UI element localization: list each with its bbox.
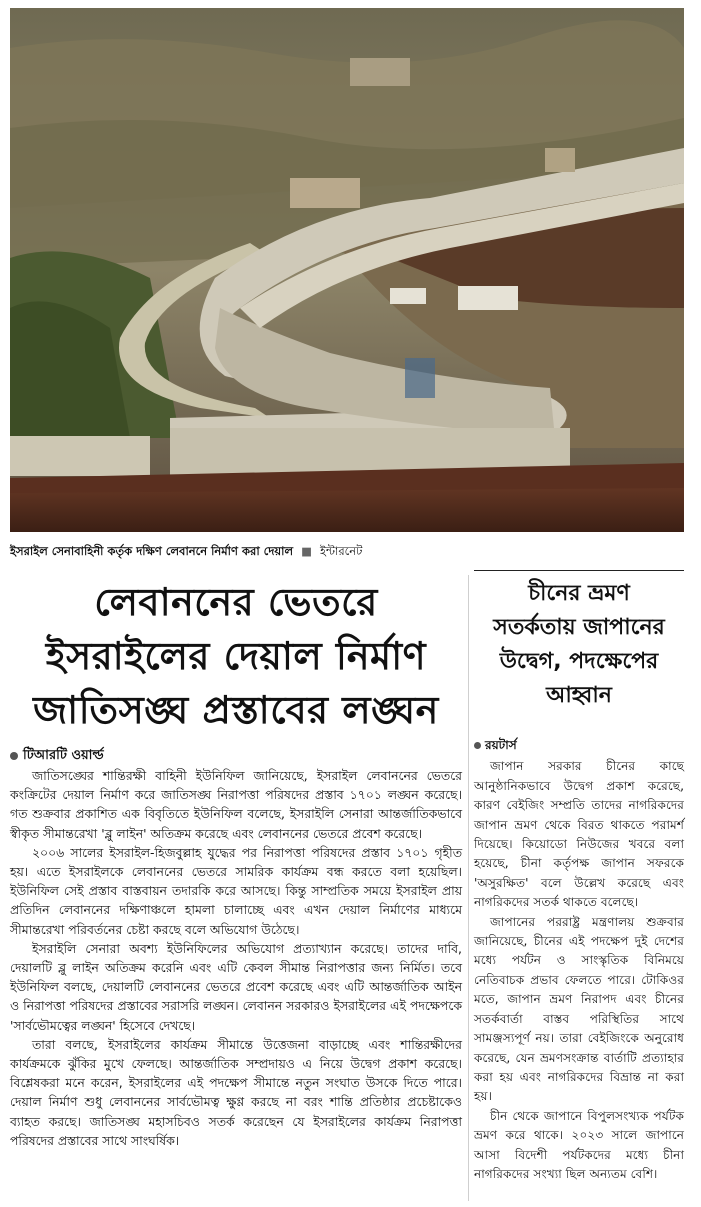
- headline-line: সতর্কতায় জাপানের: [493, 615, 665, 640]
- border-wall-landscape-photo-icon: [10, 8, 684, 532]
- right-column-top-rule: [474, 570, 684, 571]
- paragraph: জাপান সরকার চীনের কাছে আনুষ্ঠানিকভাবে উদ্বেগ প্রকাশ করেছে, কারণ বেইজিং সম্প্রতি তাদের নাগরিকদের জাপান ভ্রমণ থেকে বিরত থাকতে পরামর্শ দিয়েছে। কিয়োডো নিউজের খবরে বলা হয়েছে, চীনা কর্তৃপক্ষ জাপান সফরকে 'অসুরক্ষিত' বলে উল্লেখ করেছে এবং নাগরিকদের সতর্ক থাকতে বলেছে।: [474, 759, 684, 910]
- right-article-byline: [474, 736, 684, 755]
- paragraph: তারা বলছে, ইসরাইলের কার্যক্রম সীমান্তে উত্তেজনা বাড়াচ্ছে এবং শান্তিরক্ষীদের কার্যক্রমকে ঝুঁকির মুখে ফেলছে। আন্তর্জাতিক সম্প্রদায়ও এ নিয়ে উদ্বেগ প্রকাশ করেছে। বিশ্লেষকরা মনে করেন, ইসরাইলের এই পদক্ষেপ সীমান্তে নতুন সংঘাত উসকে দিতে পারে। দেয়াল নির্মাণ শুধু লেবাননের সার্বভৌমত্ব ক্ষুণ্ণ করছে না বরং শান্তি প্রতিষ্ঠার প্রচেষ্টাকেও ব্যাহত করছে। জাতিসঙ্ঘ মহাসচিবও সতর্ক করেছেন যে ইসরাইলের কার্যক্রম নিরাপত্তা পরিষদের প্রস্তাবের সাথে সাংঘর্ষিক।: [10, 1036, 462, 1148]
- headline-line: লেবাননের ভেতরে: [94, 580, 378, 624]
- left-article-body: [10, 766, 462, 1150]
- article-photo: [10, 8, 684, 532]
- headline-line: চীনের ভ্রমণ: [528, 581, 630, 606]
- paragraph: জাপানের পররাষ্ট্র মন্ত্রণালয় শুক্রবার জানিয়েছে, চীনের এই পদক্ষেপ দুই দেশের মধ্যে পর্যটন ও সাংস্কৃতিক বিনিময়ে নেতিবাচক প্রভাব ফেলতে পারে। টোকিওর মতে, জাপান ভ্রমণ নিরাপদ এবং চীনের সতর্কবার্তা বাস্তব পরিস্থিতির সাথে সামঞ্জস্যপূর্ণ নয়। তারা বেইজিংকে অনুরোধ করেছে, যেন ভ্রমণসংক্রান্ত বার্তাটি প্রত্যাহার করা হয় এবং নাগরিকদের বিভ্রান্ত না করা হয়।: [474, 914, 684, 1104]
- paragraph: ইসরাইলি সেনারা অবশ্য ইউনিফিলের অভিযোগ প্রত্যাখ্যান করেছে। তাদের দাবি, দেয়ালটি ব্লু লাইন অতিক্রম করেনি এবং এটি কেবল সীমান্ত নিরাপত্তার জন্য নির্মিত। তবে ইউনিফিল বলছে, দেয়ালটি লেবাননের ভেতরে প্রবেশ করেছে এবং এটি আন্তর্জাতিক আইন ও নিরাপত্তা পরিষদের প্রস্তাবের সরাসরি লঙ্ঘন। লেবানন সরকারও ইসরাইলের এই পদক্ষেপকে 'সার্বভৌমত্বের লঙ্ঘন' হিসেবে দেখছে।: [10, 940, 462, 1033]
- paragraph: চীন থেকে জাপানে বিপুলসংখ্যক পর্যটক ভ্রমণ করে থাকে। ২০২৩ সালে জাপানে আসা বিদেশী পর্যটকদের মধ্যে চীনা নাগরিকদের সংখ্যা ছিল অন্যতম বেশি।: [474, 1108, 684, 1181]
- caption-source: ইন্টারনেট: [319, 544, 363, 558]
- bullet-icon: [10, 752, 18, 760]
- left-article-byline: [10, 746, 104, 767]
- caption-text: ইসরাইল সেনাবাহিনী কর্তৃক দক্ষিণ লেবাননে নির্মাণ করা দেয়াল: [10, 544, 294, 558]
- paragraph: জাতিসঙ্ঘের শান্তিরক্ষী বাহিনী ইউনিফিল জানিয়েছে, ইসরাইল লেবাননের ভেতরে কংক্রিটের দেয়াল নির্মাণ করে জাতিসঙ্ঘ নিরাপত্তা পরিষদের প্রস্তাব ১৭০১ লঙ্ঘন করেছে। গত শুক্রবার প্রকাশিত এক বিবৃতিতে ইউনিফিল বলেছে, ইসরাইলি সেনারা আন্তর্জাতিকভাবে স্বীকৃত সীমান্তরেখা 'ব্লু লাইন' অতিক্রম করেছে এবং লেবাননের ভেতরে প্রবেশ করেছে।: [10, 768, 462, 841]
- byline-text: টিআরটি ওয়ার্ল্ড: [23, 748, 104, 763]
- photo-caption: [10, 542, 684, 560]
- column-divider: [468, 575, 469, 1201]
- headline-line: আহ্বান: [546, 683, 612, 708]
- right-article-headline: [474, 577, 684, 713]
- headline-line: উদ্বেগ, পদক্ষেপের: [499, 649, 659, 674]
- headline-line: ইসরাইলের দেয়াল নির্মাণ: [45, 634, 427, 678]
- byline-text: রয়টার্স: [485, 738, 517, 752]
- right-article-body: [474, 736, 684, 1184]
- paragraph: ২০০৬ সালের ইসরাইল-হিজবুল্লাহ যুদ্ধের পর নিরাপত্তা পরিষদের প্রস্তাব ১৭০১ গৃহীত হয়। এতে ইসরাইলকে লেবাননের ভেতরে সামরিক কার্যক্রম বন্ধ করতে বলা হয়েছিল। ইউনিফিল সেই প্রস্তাব বাস্তবায়ন তদারকি করে আসছে। কিন্তু সাম্প্রতিক সময়ে ইসরাইল প্রায় প্রতিদিন লেবাননের দক্ষিণাঞ্চলে হামলা চালাচ্ছে এবং এখন দেয়াল নির্মাণের মাধ্যমে সীমান্তরেখা পরিবর্তনের চেষ্টা করছে বলে অভিযোগ উঠেছে।: [10, 844, 462, 937]
- headline-line: জাতিসঙ্ঘ প্রস্তাবের লঙ্ঘন: [33, 688, 439, 732]
- left-article-headline: [10, 575, 462, 737]
- bullet-icon: [474, 742, 481, 749]
- caption-separator: ■: [301, 544, 312, 558]
